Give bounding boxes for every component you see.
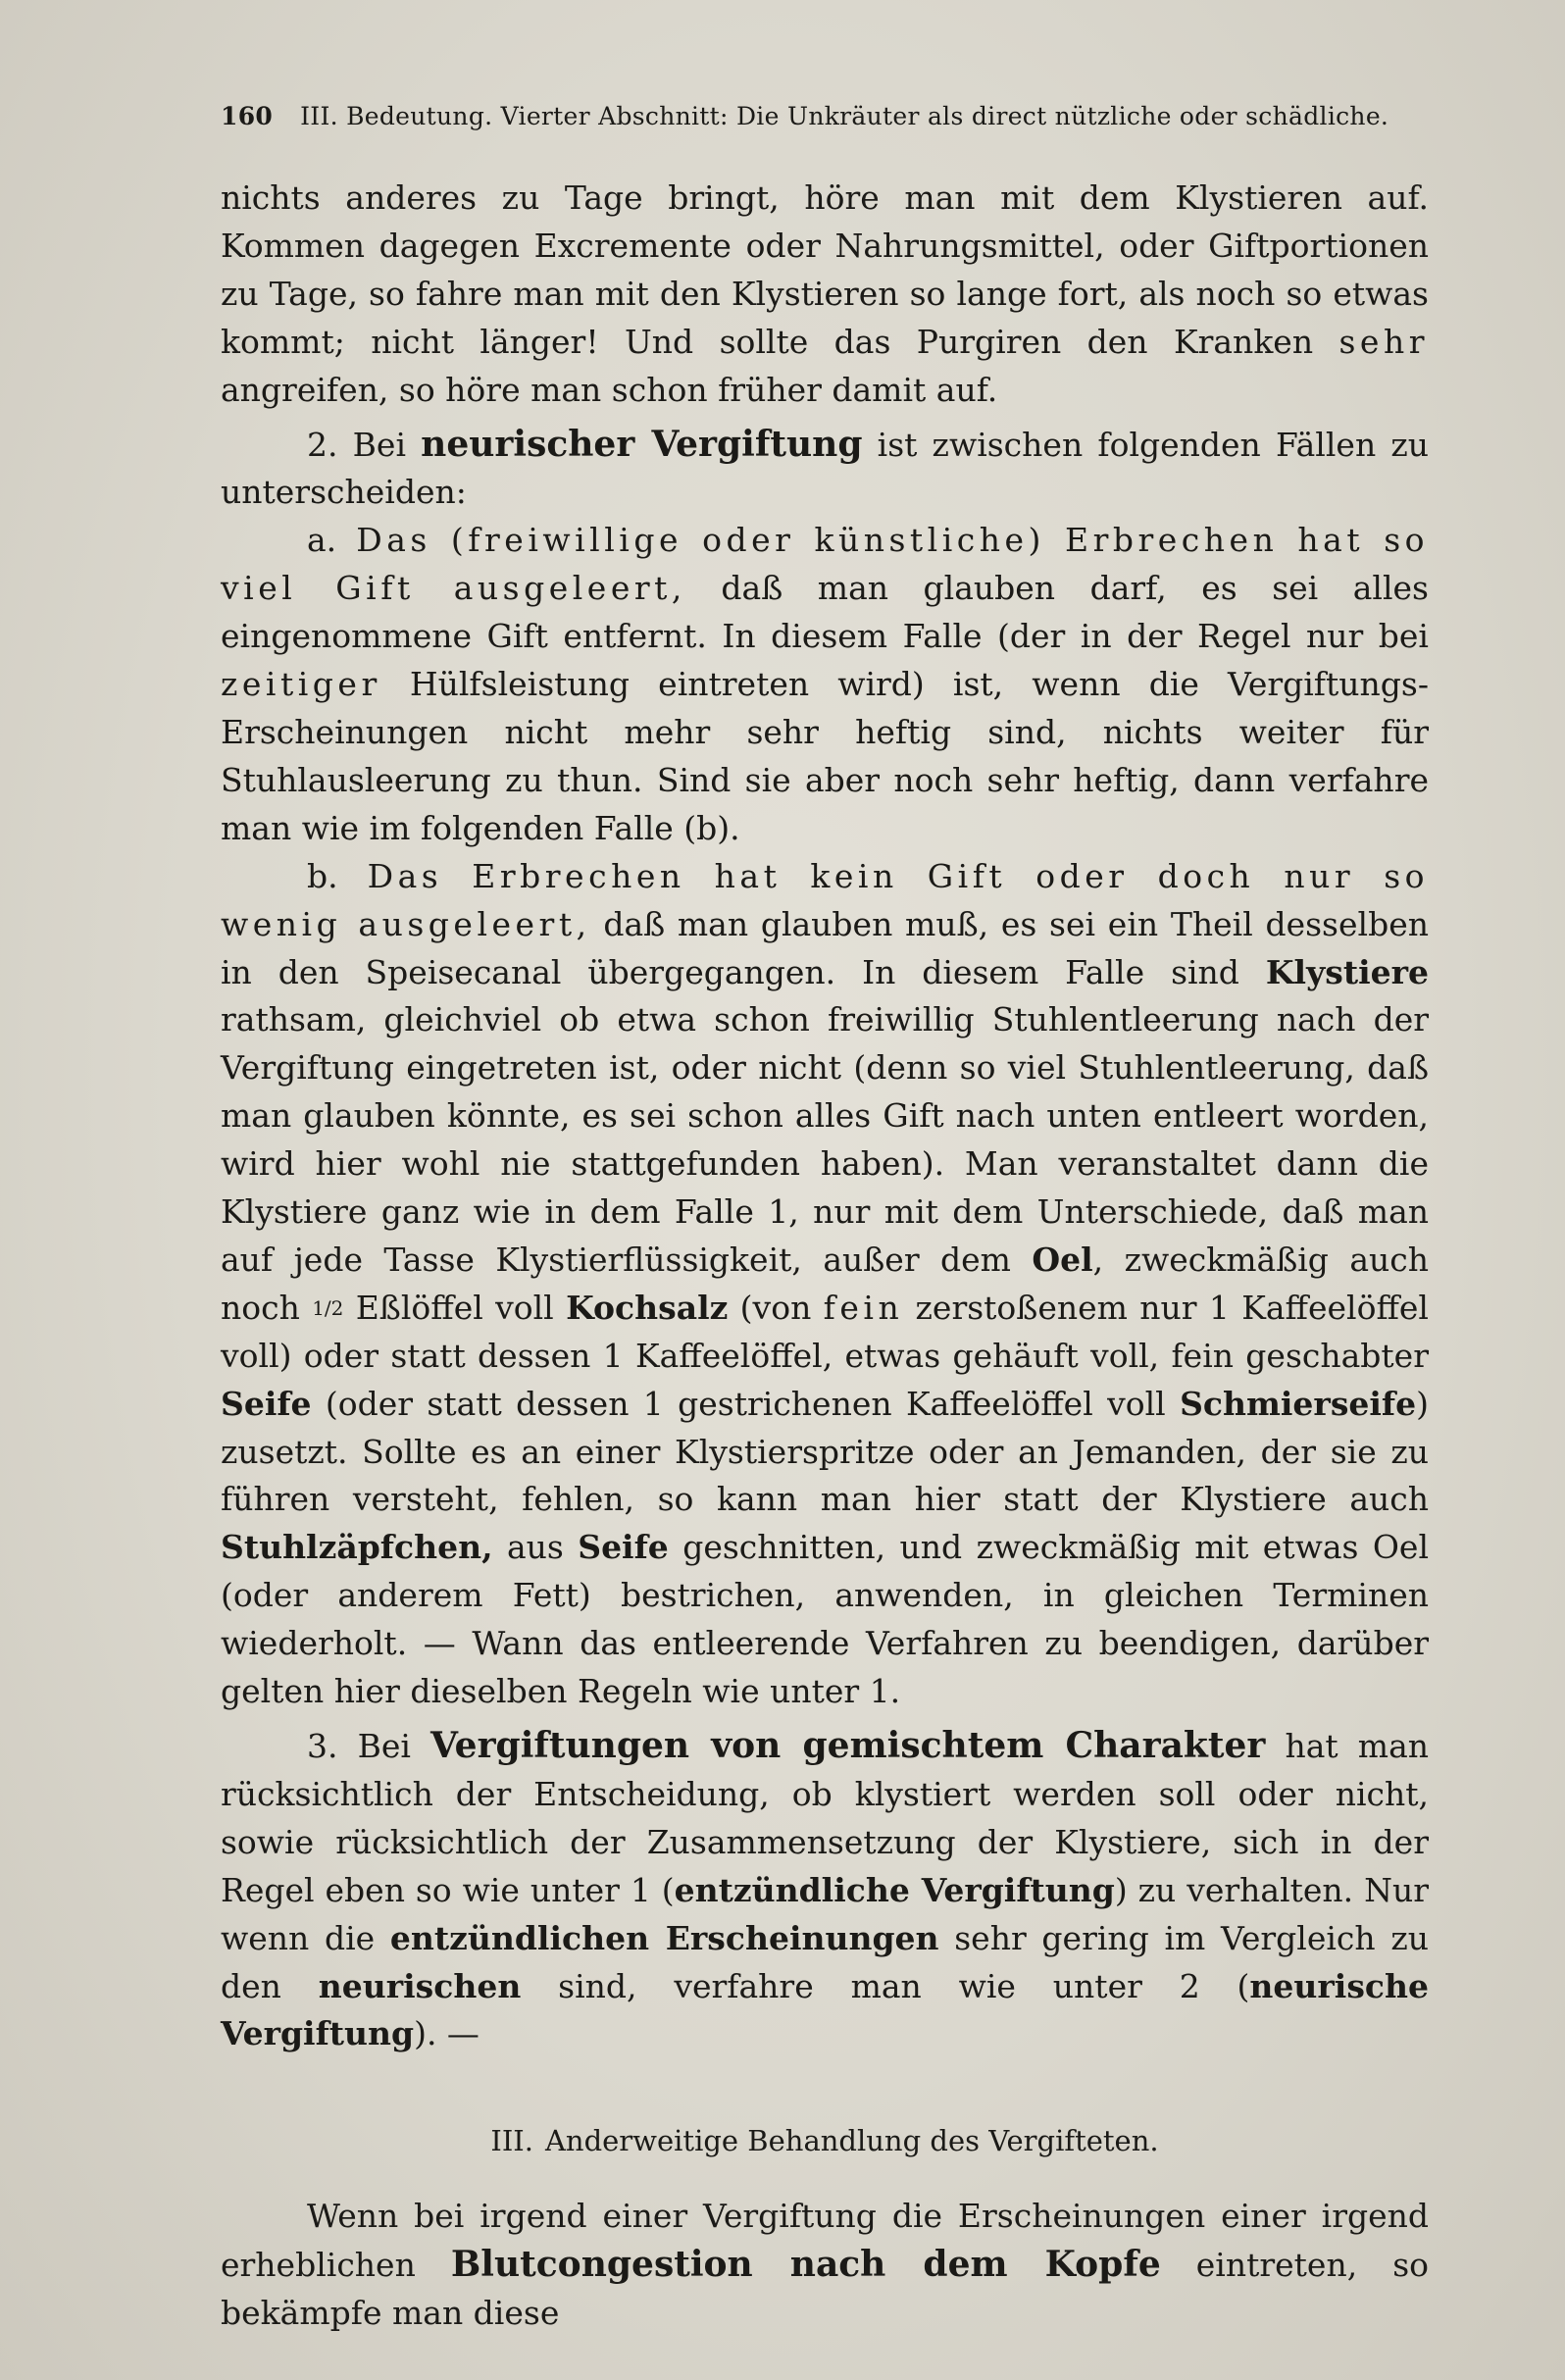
bold-term: entzündliche Vergiftung [674, 1870, 1115, 1909]
bold-term: Kochsalz [566, 1288, 729, 1327]
case-number: 3. [307, 1727, 338, 1765]
text-run: ) zusetzt. Sollte es an einer Klystierspritze oder an Jemanden, der sie zu führen versteht, fehlen, so kann man hier statt der Klystiere auch [221, 1384, 1429, 1519]
text-run: , zweckmäßig auch noch [221, 1240, 1429, 1327]
paragraph-continuation [221, 175, 1429, 415]
text-run: zerstoßenem nur 1 Kaffeelöffel voll) oder statt dessen 1 Kaffeelöffel, etwas gehäuft voll, fein geschabter [221, 1288, 1429, 1375]
text-run: daß man glauben muß, es sei ein Theil desselben in den Speisecanal übergegangen. In diesem Falle sind [221, 904, 1429, 991]
fraction: 1/2 [312, 1295, 344, 1320]
spaced-emphasis: Das (freiwillige oder künstliche) Erbrechen hat so viel Gift ausgeleert, [221, 521, 1429, 608]
paragraph-section-start [221, 2193, 1429, 2338]
bold-term: Seife [221, 1384, 312, 1423]
bold-term: Seife [578, 1528, 669, 1567]
bold-term: Schmierseife [1180, 1384, 1417, 1423]
running-head [221, 102, 1456, 130]
bold-term: neurischen [318, 1966, 522, 2005]
bold-term: neurischer Vergiftung [421, 423, 863, 465]
case-number: 2. [307, 425, 338, 464]
bold-term: Vergiftungen von gemischtem Charakter [430, 1725, 1266, 1766]
bold-term: neurische Vergiftung [221, 1966, 1429, 2053]
bold-term: entzündlichen Erscheinungen [389, 1918, 939, 1957]
paragraph-case-b [221, 853, 1429, 1716]
text-run: (oder statt dessen 1 gestrichenen Kaffeelöffel voll [311, 1384, 1181, 1423]
spaced-emphasis: zeitiger [221, 665, 381, 704]
section-title: Anderweitige Behandlung des Vergifteten. [544, 2124, 1159, 2158]
bold-term: Oel [1032, 1240, 1093, 1279]
text-run: nichts anderes zu Tage bringt, höre man mit dem Klystieren auf. Kommen dagegen Excremente oder Nahrungsmittel, oder Giftportionen zu Tage, so fahre man mit den Klystieren so lange fort, als noch so etwas kommt; nicht länger! Und sollte das Purgiren den Kranken [221, 178, 1429, 361]
text-run: Eßlöffel voll [343, 1288, 567, 1327]
text-run: aus [492, 1528, 579, 1567]
text-run: Bei [337, 1727, 431, 1765]
text-run: angreifen, so höre man schon früher damit auf. [221, 370, 998, 409]
text-run: rathsam, gleichviel ob etwa schon freiwillig Stuhlentleerung nach der Vergiftung eingetreten ist, oder nicht (denn so viel Stuhlentleerung, daß man glauben könnte, es sei schon alles Gift nach unten entleert worden, wird hier wohl nie stattgefunden haben). Man veranstaltet dann die Klystiere ganz wie in dem Falle 1, nur mit dem Unterschiede, daß man auf jede Tasse Klystierflüssigkeit, außer dem [221, 1000, 1429, 1279]
case-label: a. [307, 521, 337, 560]
case-label: b. [307, 856, 338, 895]
text-run: Hülfsleistung eintreten wird) ist, wenn die Vergiftungs-Erscheinungen nicht mehr sehr heftig sind, nichts weiter für Stuhlausleerung zu thun. Sind sie aber noch sehr heftig, dann verfahre man wie im folgenden Falle (b). [221, 665, 1429, 847]
text-run: ist zwischen folgenden Fällen zu unterscheiden: [221, 425, 1429, 512]
paragraph-case-2 [221, 421, 1429, 518]
text-run: ). — [414, 2014, 480, 2053]
text-run: Bei [337, 425, 422, 464]
text-run: hat man rücksichtlich der Entscheidung, ob klystiert werden soll oder nicht, sowie rücksichtlich der Zusammensetzung der Klystiere, sich in der Regel eben so wie unter 1 ( [221, 1727, 1429, 1909]
text-run: eintreten, so bekämpfe man diese [221, 2246, 1430, 2333]
running-title: III. Bedeutung. Vierter Abschnitt: Die Unkräuter als direct nützliche oder schädliche. [300, 102, 1389, 130]
body-text [221, 175, 1429, 2338]
bold-term: Blutcongestion nach dem Kopfe [450, 2244, 1161, 2286]
text-run: sind, verfahre man wie unter 2 ( [521, 1966, 1250, 2005]
text-run: geschnitten, und zweckmäßig mit etwas Oel (oder anderem Fett) bestrichen, anwenden, in gleichen Terminen wiederholt. — Wann das entleerende Verfahren zu beendigen, darüber gelten hier dieselben Regeln wie unter 1. [221, 1528, 1429, 1711]
text-run: sehr gering im Vergleich zu den [221, 1918, 1429, 2005]
spaced-emphasis: fein [823, 1288, 904, 1327]
spaced-emphasis: Das Erbrechen hat kein Gift oder doch nur so wenig ausgeleert, [221, 856, 1429, 943]
text-run: Wenn bei irgend einer Vergiftung die Erscheinungen einer irgend erheblichen [221, 2197, 1429, 2285]
bold-term: Stuhlzäpfchen, [221, 1528, 493, 1567]
paragraph-case-3 [221, 1722, 1429, 2058]
text-run: daß man glauben darf, es sei alles eingenommene Gift entfernt. In diesem Falle (der in der Regel nur bei [221, 569, 1429, 656]
text-run: (von [728, 1288, 824, 1327]
paragraph-case-a [221, 517, 1429, 852]
page-number: 160 [221, 102, 274, 130]
text-run: ) zu verhalten. Nur wenn die [221, 1870, 1429, 1957]
spaced-emphasis: sehr [1338, 322, 1429, 361]
section-number: III. [490, 2124, 533, 2158]
bold-term: Klystiere [1265, 952, 1429, 991]
section-heading [221, 2117, 1429, 2165]
